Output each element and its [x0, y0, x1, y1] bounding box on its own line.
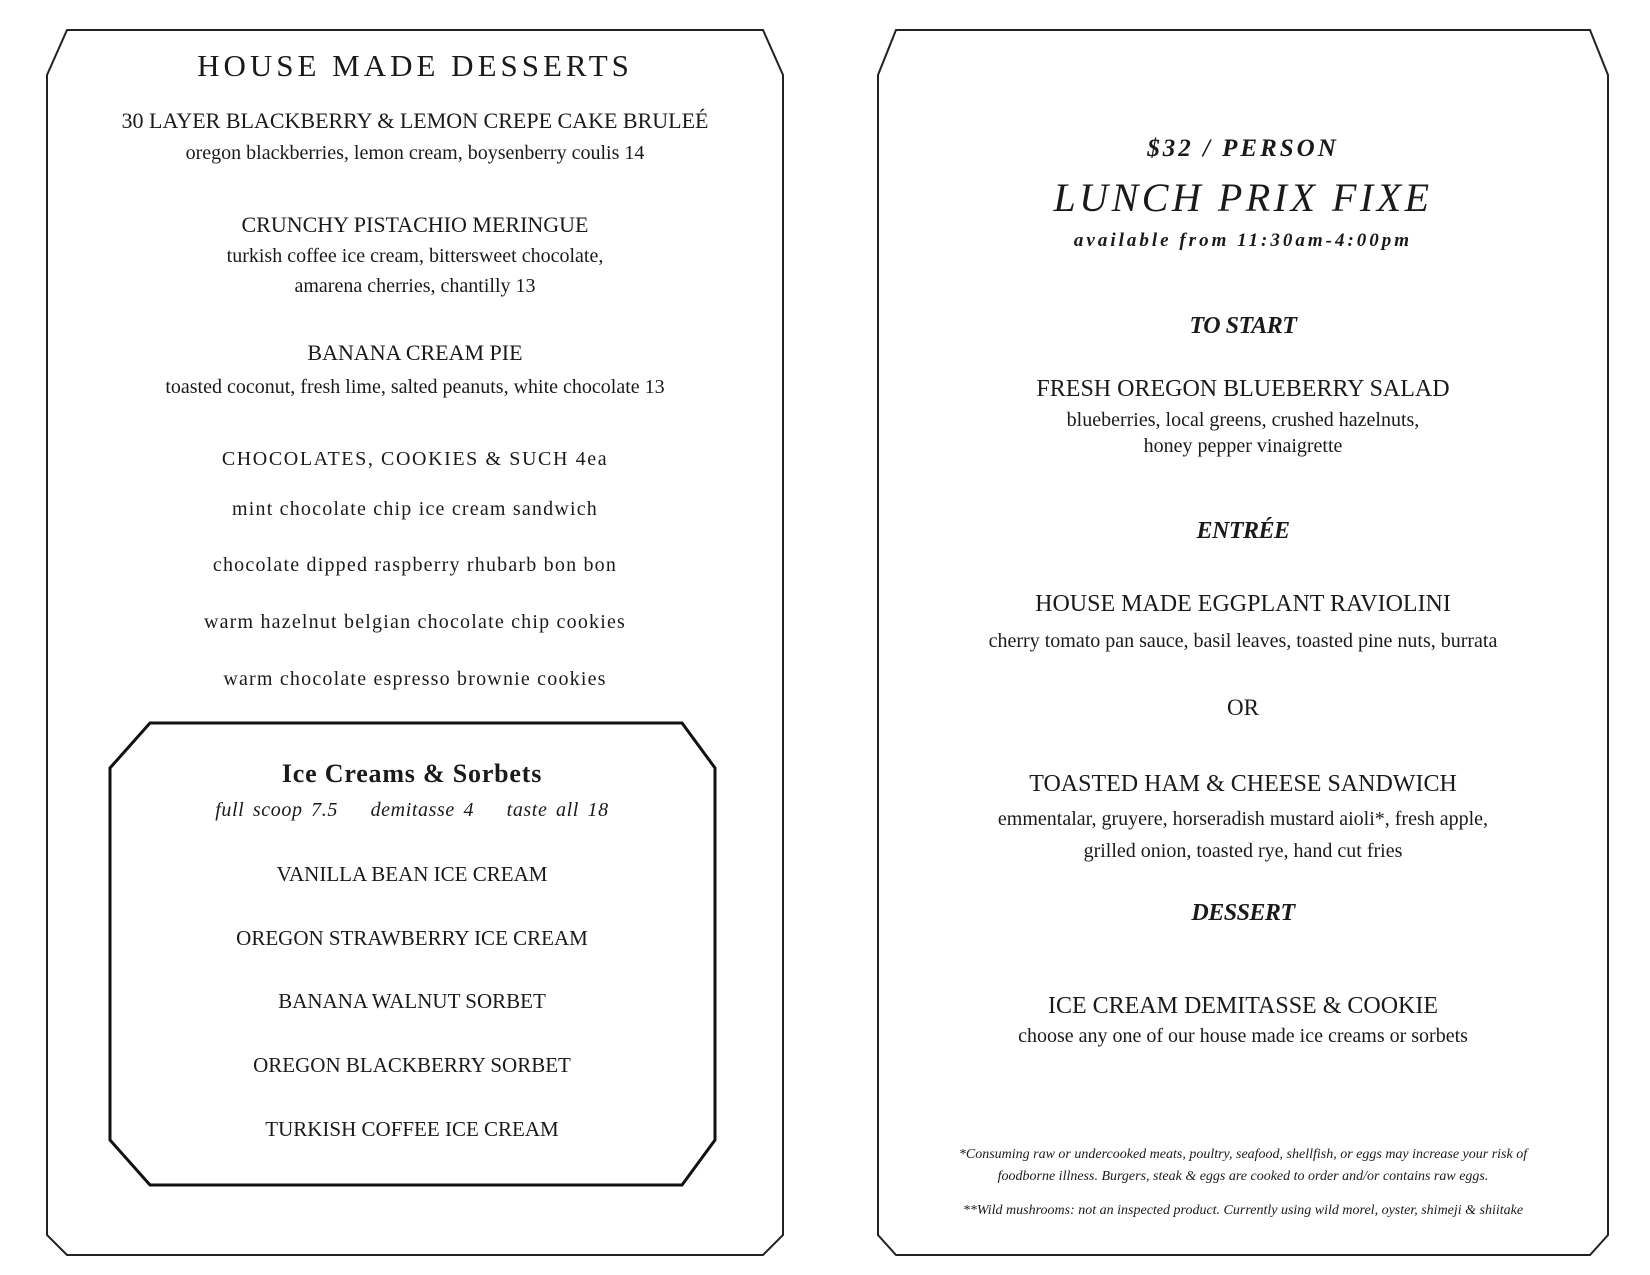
lunch-title: LUNCH PRIX FIXE: [1053, 175, 1433, 220]
dessert-course-name: ICE CREAM DEMITASSE & COOKIE: [1047, 993, 1439, 1019]
price-full-scoop: full scoop 7.5: [215, 799, 338, 821]
ravioli-desc: cherry tomato pan sauce, basil leaves, toasted pine nuts, burrata: [988, 630, 1498, 652]
desserts-title: HOUSE MADE DESSERTS: [197, 48, 633, 83]
chocolate-item: chocolate dipped raspberry rhubarb bon bon: [212, 554, 618, 576]
or-separator: OR: [1227, 695, 1259, 720]
footnote-raw-food: *Consuming raw or undercooked meats, poultry, seafood, shellfish, or eggs may increase your risk of: [958, 1147, 1528, 1162]
dessert-item-desc: amarena cherries, chantilly 13: [294, 275, 536, 297]
chocolate-item: warm hazelnut belgian chocolate chip cookies: [203, 611, 627, 633]
course-heading-entree: ENTRÉE: [1196, 518, 1290, 544]
price-demitasse: demitasse 4: [370, 799, 475, 821]
chocolates-title: CHOCOLATES, COOKIES & SUCH 4ea: [221, 448, 609, 470]
dessert-item-name: BANANA CREAM PIE: [307, 340, 523, 365]
dessert-item-name: 30 LAYER BLACKBERRY & LEMON CREPE CAKE BRULEÉ: [121, 108, 709, 133]
course-heading-dessert: DESSERT: [1191, 900, 1295, 926]
salad-desc: honey pepper vinaigrette: [1143, 435, 1343, 457]
salad-name: FRESH OREGON BLUEBERRY SALAD: [1036, 376, 1450, 402]
dessert-item-desc: oregon blackberries, lemon cream, boysenberry coulis 14: [185, 142, 645, 164]
ice-cream-item: OREGON STRAWBERRY ICE CREAM: [236, 926, 588, 950]
salad-desc: blueberries, local greens, crushed hazelnuts,: [1066, 409, 1420, 431]
ice-cream-item: VANILLA BEAN ICE CREAM: [276, 862, 548, 886]
chocolate-item: warm chocolate espresso brownie cookies: [223, 668, 607, 690]
ice-cream-item: TURKISH COFFEE ICE CREAM: [265, 1117, 559, 1141]
sandwich-desc: emmentalar, gruyere, horseradish mustard aioli*, fresh apple,: [997, 808, 1489, 830]
ice-cream-item: BANANA WALNUT SORBET: [278, 989, 546, 1013]
ice-cream-item: OREGON BLACKBERRY SORBET: [253, 1053, 571, 1077]
ravioli-name: HOUSE MADE EGGPLANT RAVIOLINI: [1035, 591, 1451, 617]
sandwich-name: TOASTED HAM & CHEESE SANDWICH: [1029, 771, 1457, 797]
price-taste-all: taste all 18: [506, 799, 609, 821]
dessert-item-name: CRUNCHY PISTACHIO MERINGUE: [241, 212, 589, 237]
footnote-mushrooms: **Wild mushrooms: not an inspected product. Currently using wild morel, oyster, shimeji & shiitake: [962, 1203, 1524, 1218]
ice-cream-prices: [109, 799, 715, 822]
dessert-course-desc: choose any one of our house made ice creams or sorbets: [1018, 1025, 1468, 1047]
lunch-panel: [878, 30, 1608, 1255]
ice-cream-title: Ice Creams & Sorbets: [281, 759, 543, 788]
dessert-item-desc: toasted coconut, fresh lime, salted peanuts, white chocolate 13: [165, 376, 665, 398]
lunch-availability: available from 11:30am-4:00pm: [1073, 230, 1413, 251]
ice-cream-box: [109, 722, 715, 1185]
footnote-raw-food: foodborne illness. Burgers, steak & eggs are cooked to order and/or contains raw eggs.: [997, 1169, 1489, 1184]
course-heading-start: TO START: [1189, 313, 1297, 339]
sandwich-desc: grilled onion, toasted rye, hand cut fries: [1083, 840, 1403, 862]
chocolate-item: mint chocolate chip ice cream sandwich: [231, 498, 599, 520]
dessert-item-desc: turkish coffee ice cream, bittersweet chocolate,: [226, 245, 604, 267]
lunch-price: $32 / PERSON: [1147, 135, 1339, 162]
desserts-panel: [47, 30, 783, 1255]
